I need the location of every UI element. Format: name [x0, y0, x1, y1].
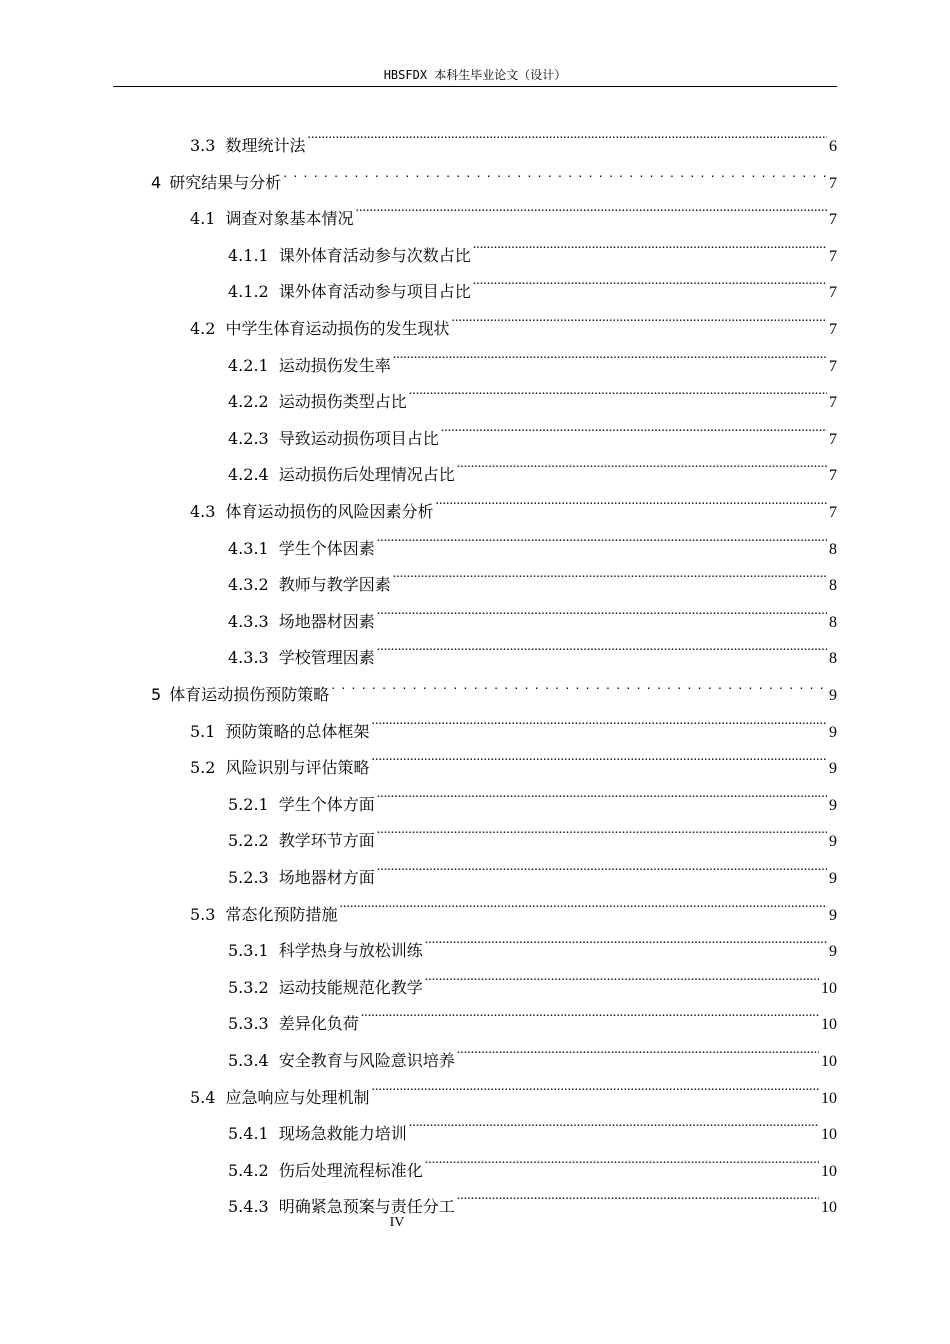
toc-entry-page: 7: [829, 467, 837, 485]
toc-entry[interactable]: [228, 371, 837, 412]
toc-entry[interactable]: [228, 261, 837, 302]
toc-dot-leader: [377, 810, 827, 846]
toc-entry[interactable]: [228, 920, 837, 961]
toc-dot-leader: [371, 737, 827, 773]
toc-entry-title: 体育运动损伤预防策略: [169, 685, 330, 704]
toc-entry-title: 学生个体因素: [278, 538, 375, 558]
toc-entry-title: 数理统计法: [225, 136, 306, 155]
toc-entry-title: 安全教育与风险意识培养: [278, 1051, 455, 1070]
toc-dot-leader: [361, 993, 819, 1029]
toc-entry-number: 5.4: [190, 1087, 216, 1107]
toc-dot-leader: [457, 1030, 819, 1066]
toc-entry-page: 9: [829, 833, 837, 851]
toc-dot-leader: [377, 774, 827, 810]
toc-entry-number: 4.2.3: [228, 428, 269, 448]
toc-entry-number: 4.3.1: [228, 538, 269, 558]
toc-entry-number: 5.4.2: [228, 1160, 269, 1180]
toc-dot-leader: [393, 554, 827, 590]
toc-entry[interactable]: [190, 188, 837, 229]
toc-dot-leader: [457, 444, 827, 480]
toc-dot-leader: [377, 847, 827, 883]
toc-entry-number: 5: [151, 685, 162, 704]
toc-entry-page: 9: [829, 943, 837, 961]
toc-entry-title: 运动损伤发生率: [278, 355, 391, 375]
toc-dot-leader: [425, 957, 819, 993]
toc-entry-title: 应急响应与处理机制: [225, 1087, 370, 1107]
toc-entry-page: 7: [829, 357, 837, 375]
toc-dot-leader: [355, 188, 827, 224]
toc-dot-leader: [409, 371, 827, 407]
toc-entry[interactable]: [228, 408, 837, 448]
header-rule: [113, 86, 837, 87]
toc-entry-number: 5.3: [190, 904, 216, 924]
toc-entry-page: 10: [821, 979, 837, 997]
toc-entry-title: 导致运动损伤项目占比: [278, 428, 439, 448]
toc-entry-number: 5.4.1: [228, 1124, 269, 1144]
toc-entry[interactable]: [190, 115, 837, 155]
toc-entry-page: 10: [821, 1199, 837, 1217]
toc-dot-leader: [425, 920, 827, 956]
toc-entry-page: 10: [821, 1089, 837, 1107]
toc-entry-page: 7: [829, 247, 837, 265]
toc-entry-number: 5.4.3: [228, 1197, 269, 1217]
toc-entry-title: 教师与教学因素: [278, 575, 391, 595]
toc-entry[interactable]: [228, 554, 837, 595]
toc-entry-page: 9: [829, 760, 837, 778]
toc-entry-title: 明确紧急预案与责任分工: [278, 1197, 455, 1217]
toc-dot-leader: [473, 225, 827, 261]
toc-entry-number: 5.2.1: [228, 794, 269, 814]
toc-dot-leader: [409, 1103, 819, 1139]
toc-entry-title: 学生个体方面: [278, 794, 375, 814]
toc-entry-number: 4: [151, 172, 162, 192]
toc-entry-page: 7: [829, 174, 837, 192]
toc-entry-title: 课外体育活动参与次数占比: [278, 245, 471, 265]
toc-entry-page: 8: [829, 540, 837, 558]
toc-entry[interactable]: [228, 591, 837, 631]
toc-entry-number: 5.3.4: [228, 1051, 269, 1070]
toc-dot-leader: [371, 701, 827, 737]
toc-entry-page: 9: [829, 906, 837, 924]
toc-entry-page: 8: [829, 577, 837, 595]
toc-entry[interactable]: [228, 1176, 837, 1217]
toc-entry-title: 课外体育活动参与项目占比: [278, 282, 471, 302]
toc-entry[interactable]: [228, 1140, 837, 1180]
toc-entry[interactable]: [151, 152, 837, 192]
toc-dot-leader: [473, 261, 827, 297]
toc-entry-number: 4.2.4: [228, 465, 269, 485]
toc-entry-page: 8: [829, 613, 837, 631]
toc-dot-leader: [377, 518, 827, 554]
toc-dot-leader: [451, 298, 827, 334]
toc-entry-number: 3.3: [190, 136, 216, 155]
toc-dot-leader: [339, 884, 827, 920]
toc-entry-title: 调查对象基本情况: [225, 209, 354, 229]
toc-entry[interactable]: [228, 335, 837, 375]
toc-entry-page: 7: [829, 211, 837, 229]
toc-dot-leader: [435, 481, 827, 517]
toc-entry-title: 预防策略的总体框架: [225, 721, 370, 741]
toc-entry-page: 9: [829, 870, 837, 887]
toc-dot-leader: [457, 1176, 819, 1212]
toc-entry-title: 科学热身与放松训练: [278, 941, 423, 961]
toc-entry-title: 教学环节方面: [278, 831, 375, 851]
toc-entry-number: 4.3.2: [228, 575, 269, 595]
toc-dot-leader: [393, 335, 827, 371]
toc-entry-title: 伤后处理流程标准化: [278, 1160, 423, 1180]
toc-entry[interactable]: [228, 444, 837, 485]
toc-entry[interactable]: [190, 298, 837, 338]
toc-entry-page: 7: [829, 504, 837, 521]
toc-dot-leader: [283, 152, 827, 188]
running-header: HBSFDX 本科生毕业论文（设计）: [383, 68, 567, 82]
toc-entry-number: 5.3.2: [228, 977, 269, 997]
toc-entry[interactable]: [190, 481, 837, 521]
toc-entry[interactable]: [228, 847, 837, 887]
toc-entry-number: 5.2.3: [228, 868, 269, 887]
toc-entry[interactable]: [228, 225, 837, 265]
toc-entry[interactable]: [228, 810, 837, 851]
toc-dot-leader: [441, 408, 827, 444]
toc-entry[interactable]: [151, 664, 837, 704]
toc-dot-leader: [371, 1067, 819, 1103]
toc-dot-leader: [307, 115, 827, 151]
toc-entry-title: 差异化负荷: [278, 1014, 359, 1034]
toc-entry-number: 5.3.3: [228, 1014, 269, 1034]
toc-entry[interactable]: [190, 737, 837, 778]
toc-entry-number: 4.1: [190, 209, 216, 229]
toc-entry-number: 4.2.2: [228, 392, 269, 412]
toc-entry[interactable]: [228, 1103, 837, 1144]
toc-entry[interactable]: [190, 884, 837, 924]
toc-entry-title: 运动损伤类型占比: [278, 392, 407, 412]
toc-entry-number: 5.1: [190, 721, 216, 741]
toc-entry[interactable]: [190, 1067, 837, 1107]
toc-entry-title: 常态化预防措施: [225, 904, 338, 924]
toc-entry-title: 学校管理因素: [278, 648, 375, 668]
toc-entry-page: 9: [829, 796, 837, 814]
toc-entry-number: 4.3.3: [228, 611, 269, 631]
toc-dot-leader: [377, 591, 827, 627]
toc-entry-title: 现场急救能力培训: [278, 1124, 407, 1144]
toc-entry-title: 运动技能规范化教学: [278, 977, 423, 997]
toc-entry-page: 10: [821, 1162, 837, 1180]
toc-entry[interactable]: [228, 774, 837, 814]
toc-entry-page: 10: [821, 1126, 837, 1144]
toc-entry-title: 场地器材方面: [278, 868, 375, 887]
toc-entry-page: 7: [829, 284, 837, 302]
toc-entry-number: 4.2.1: [228, 355, 269, 375]
toc-dot-leader: [331, 664, 827, 700]
toc-entry-page: 10: [821, 1016, 837, 1034]
toc-entry-number: 5.2.2: [228, 831, 269, 851]
toc-entry-page: 9: [829, 687, 837, 704]
toc-entry-title: 场地器材因素: [278, 611, 375, 631]
toc-entry-page: 9: [829, 723, 837, 741]
toc-entry[interactable]: [190, 701, 837, 741]
toc-entry-page: 7: [829, 394, 837, 412]
toc-entry-number: 4.1.2: [228, 282, 269, 302]
toc-entry-title: 运动损伤后处理情况占比: [278, 465, 455, 485]
toc-entry-number: 5.2: [190, 758, 216, 778]
toc-entry-page: 10: [821, 1053, 837, 1070]
toc-entry-page: 7: [829, 430, 837, 448]
toc-entry-page: 8: [829, 650, 837, 668]
toc-entry-number: 5.3.1: [228, 941, 269, 961]
toc-entry-page: 7: [829, 321, 837, 338]
toc-entry-number: 4.3: [190, 502, 216, 521]
toc-entry-title: 研究结果与分析: [169, 172, 282, 192]
toc-entry[interactable]: [228, 957, 837, 997]
toc-entry[interactable]: [228, 1030, 837, 1070]
toc-entry-number: 4.1.1: [228, 245, 269, 265]
toc-entry[interactable]: [228, 518, 837, 558]
toc-entry-title: 风险识别与评估策略: [225, 758, 370, 778]
toc-entry-number: 4.2: [190, 319, 216, 338]
toc-entry-page: 6: [829, 138, 837, 155]
toc-entry-title: 体育运动损伤的风险因素分析: [225, 502, 434, 521]
toc-dot-leader: [377, 627, 827, 663]
toc-entry[interactable]: [228, 627, 837, 668]
toc-dot-leader: [425, 1140, 819, 1176]
page-number: IV: [389, 1215, 405, 1230]
toc-entry-number: 4.3.3: [228, 648, 269, 668]
toc-entry[interactable]: [228, 993, 837, 1034]
toc-entry-title: 中学生体育运动损伤的发生现状: [225, 319, 450, 338]
